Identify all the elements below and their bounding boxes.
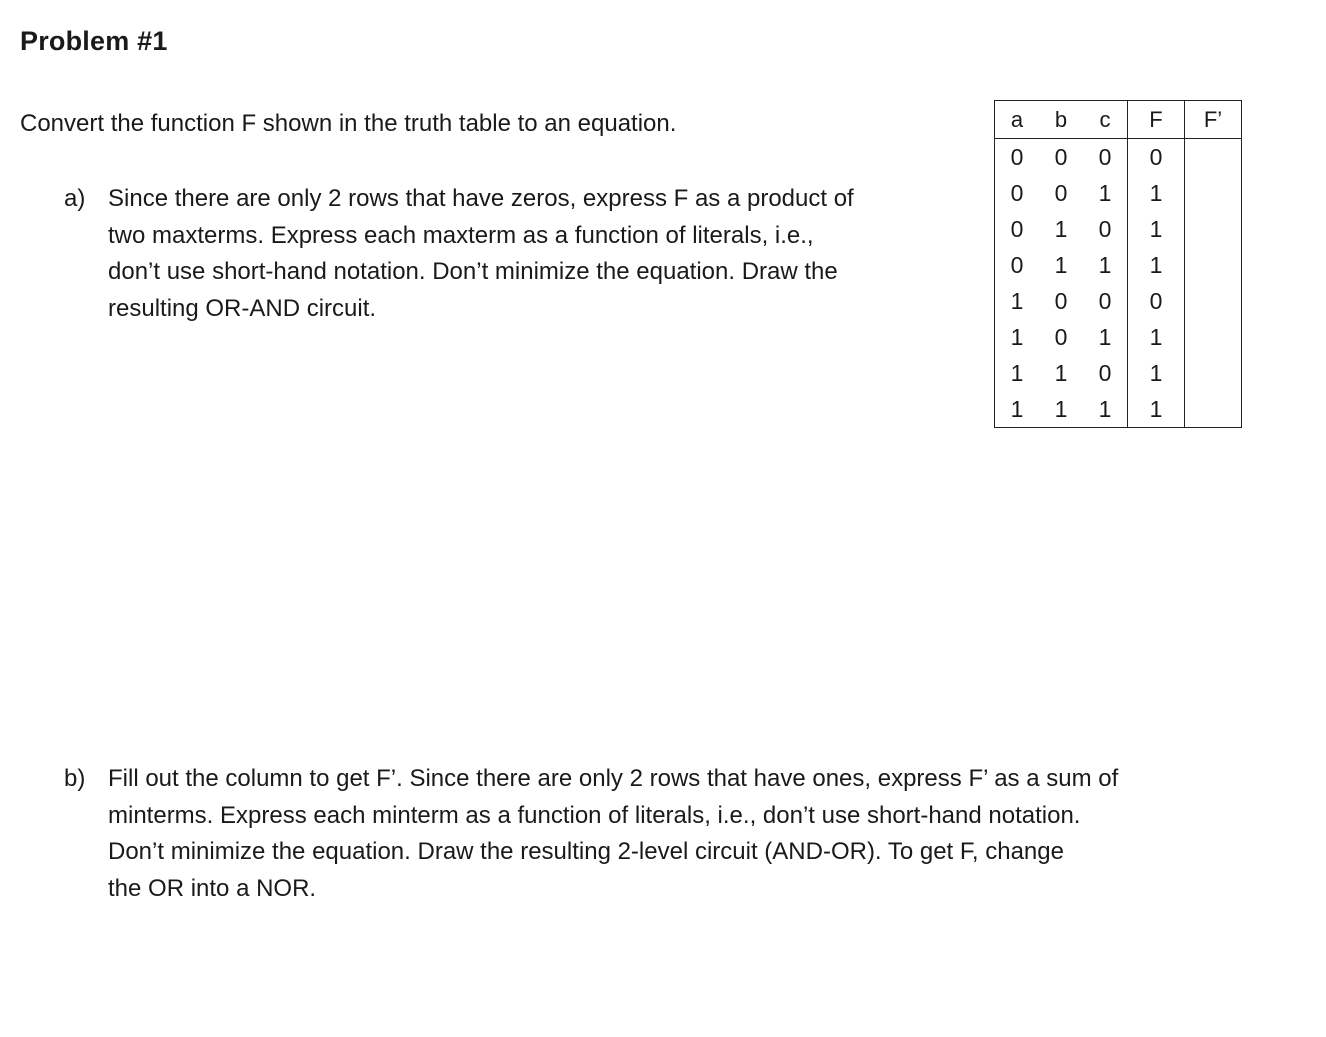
cell-f-prime <box>1185 391 1242 428</box>
truth-table-row <box>995 247 1242 283</box>
header-f-prime: F’ <box>1185 101 1242 139</box>
truth-table-header-row <box>995 101 1242 139</box>
part-a-label: a) <box>64 185 86 212</box>
cell-f-prime <box>1185 247 1242 283</box>
cell-f-prime <box>1185 355 1242 391</box>
problem-intro: Convert the function F shown in the truth table to an equation. <box>20 110 677 137</box>
part-b <box>64 761 1314 911</box>
cell-c: 1 <box>1098 396 1112 422</box>
cell-f: 1 <box>1128 211 1185 247</box>
part-a-text <box>108 181 854 327</box>
cell-f: 1 <box>1128 319 1185 355</box>
part-b-line: Fill out the column to get F’. Since there are only 2 rows that have ones, express F’ as a sum of <box>108 765 1119 792</box>
cell-f-prime <box>1185 139 1242 176</box>
part-a-line: two maxterms. Express each maxterm as a function of literals, i.e., <box>108 221 814 249</box>
truth-table-row <box>995 175 1242 211</box>
cell-b: 0 <box>1054 288 1068 314</box>
cell-a: 1 <box>1010 360 1024 386</box>
cell-c: 1 <box>1098 324 1112 350</box>
part-a <box>64 181 984 331</box>
part-b-line: minterms. Express each minterm as a function of literals, i.e., don’t use short-hand notation. <box>108 801 1081 829</box>
truth-table-row <box>995 355 1242 391</box>
cell-c: 0 <box>1098 216 1112 242</box>
cell-f-prime <box>1185 283 1242 319</box>
cell-c: 1 <box>1098 252 1112 278</box>
cell-a: 1 <box>1010 324 1024 350</box>
cell-f-prime <box>1185 175 1242 211</box>
truth-table-row <box>995 319 1242 355</box>
part-a-line: resulting OR-AND circuit. <box>108 294 377 322</box>
cell-f: 1 <box>1128 355 1185 391</box>
page-title: Problem #1 <box>20 26 168 56</box>
part-a-line: Since there are only 2 rows that have zeros, express F as a product of <box>108 185 854 212</box>
cell-b: 1 <box>1054 252 1068 278</box>
cell-b: 0 <box>1054 324 1068 350</box>
header-b: b <box>1039 101 1083 139</box>
cell-b: 1 <box>1054 360 1068 386</box>
cell-a: 0 <box>1010 144 1024 170</box>
cell-c: 1 <box>1098 180 1112 206</box>
part-b-label: b) <box>64 765 86 792</box>
cell-b: 0 <box>1054 180 1068 206</box>
cell-a: 0 <box>1010 252 1024 278</box>
cell-a: 0 <box>1010 180 1024 206</box>
cell-b: 1 <box>1054 396 1068 422</box>
part-b-text <box>108 761 1118 907</box>
header-a: a <box>995 101 1040 139</box>
cell-f: 0 <box>1128 283 1185 319</box>
cell-c: 0 <box>1098 144 1112 170</box>
cell-c: 0 <box>1098 288 1112 314</box>
truth-table <box>994 100 1242 428</box>
header-f: F <box>1128 101 1185 139</box>
cell-f: 1 <box>1128 247 1185 283</box>
cell-a: 1 <box>1010 288 1024 314</box>
cell-a: 1 <box>1010 396 1024 422</box>
truth-table-row <box>995 283 1242 319</box>
part-a-line: don’t use short-hand notation. Don’t minimize the equation. Draw the <box>108 258 838 285</box>
cell-f: 0 <box>1128 139 1185 176</box>
cell-f: 1 <box>1128 175 1185 211</box>
part-b-line: the OR into a NOR. <box>108 874 317 902</box>
truth-table-row <box>995 391 1242 428</box>
cell-f: 1 <box>1128 391 1185 428</box>
truth-table-row <box>995 139 1242 176</box>
part-b-line: Don’t minimize the equation. Draw the resulting 2-level circuit (AND-OR). To get F, change <box>108 838 1064 865</box>
truth-table-body <box>995 139 1242 428</box>
cell-f-prime <box>1185 211 1242 247</box>
cell-b: 1 <box>1054 216 1068 242</box>
cell-a: 0 <box>1010 216 1024 242</box>
header-c: c <box>1083 101 1128 139</box>
cell-c: 0 <box>1098 360 1112 386</box>
cell-f-prime <box>1185 319 1242 355</box>
cell-b: 0 <box>1054 144 1068 170</box>
truth-table-row <box>995 211 1242 247</box>
